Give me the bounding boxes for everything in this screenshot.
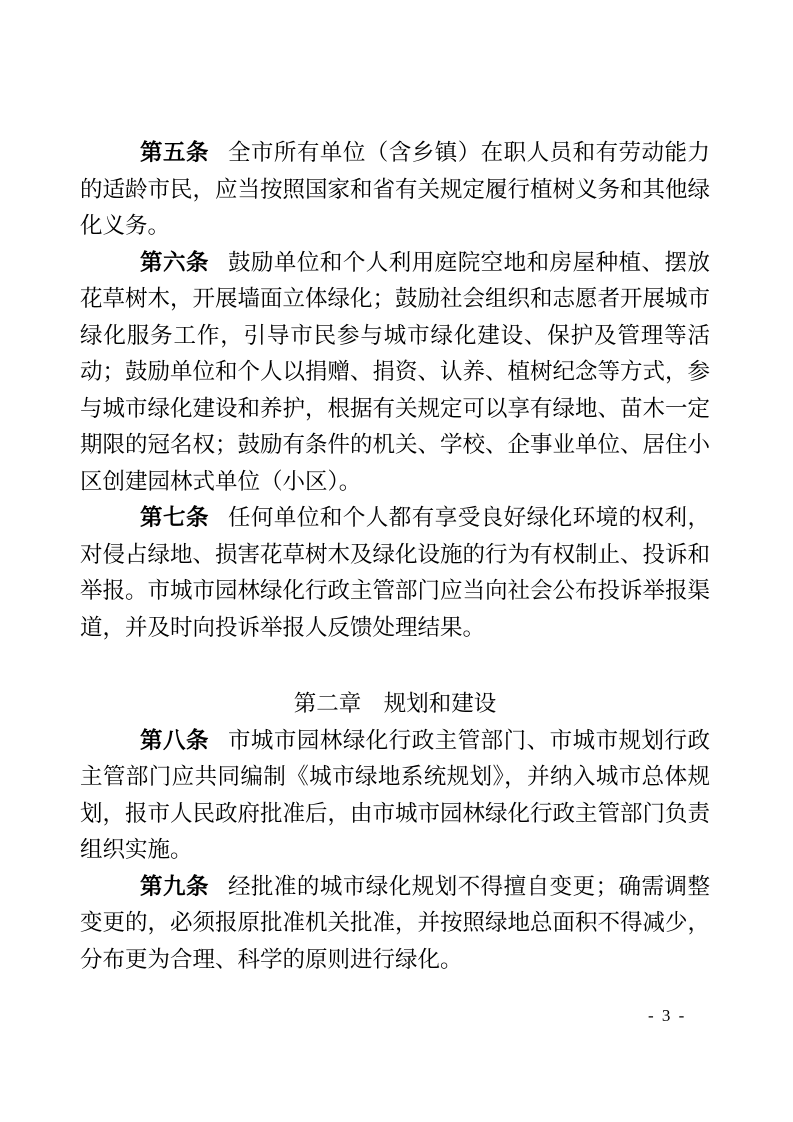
article-8-label: 第八条 [140, 727, 209, 753]
page-number: - 3 - [648, 1006, 687, 1025]
article-6-label: 第六条 [140, 249, 209, 275]
chapter-2-heading: 第二章 规划和建设 [293, 691, 497, 716]
paragraph-article-8 [80, 723, 710, 869]
article-9-label: 第九条 [140, 873, 209, 899]
article-6-text: 鼓励单位和个人利用庭院空地和房屋种植、摆放花草树木，开展墙面立体绿化；鼓励社会组织和志愿者开展城市绿化服务工作，引导市民参与城市绿化建设、保护及管理等活动；鼓励单位和个人以捐赠、捐资、认养、植树纪念等方式，参与城市绿化建设和养护，根据有关规定可以享有绿地、苗木一定期限的冠名权；鼓励有条件的机关、学校、企事业单位、居住小区创建园林式单位（小区）。 [80, 249, 711, 494]
article-8-text: 市城市园林绿化行政主管部门、市城市规划行政主管部门应共同编制《城市绿地系统规划》，并纳入城市总体规划，报市人民政府批准后，由市城市园林绿化行政主管部门负责组织实施。 [80, 727, 711, 862]
article-7-label: 第七条 [140, 505, 209, 530]
paragraph-article-7 [80, 500, 710, 646]
article-7-text: 任何单位和个人都有享受良好绿化环境的权利，对侵占绿地、损害花草树木及绿化设施的行为有权制止、投诉和举报。市城市园林绿化行政主管部门应当向社会公布投诉举报渠道，并及时向投诉举报人反馈处理结果。 [80, 505, 711, 640]
paragraph-article-5 [80, 135, 710, 245]
paragraph-article-6 [80, 245, 710, 501]
document-text-block [80, 135, 710, 978]
paragraph-article-9 [80, 869, 710, 979]
article-9-text: 经批准的城市绿化规划不得擅自变更；确需调整变更的，必须报原批准机关批准，并按照绿地总面积不得减少，分布更为合理、科学的原则进行绿化。 [80, 873, 711, 972]
article-5-text: 全市所有单位（含乡镇）在职人员和有劳动能力的适龄市民，应当按照国家和省有关规定履行植树义务和其他绿化义务。 [80, 140, 711, 238]
article-5-label: 第五条 [140, 140, 209, 165]
